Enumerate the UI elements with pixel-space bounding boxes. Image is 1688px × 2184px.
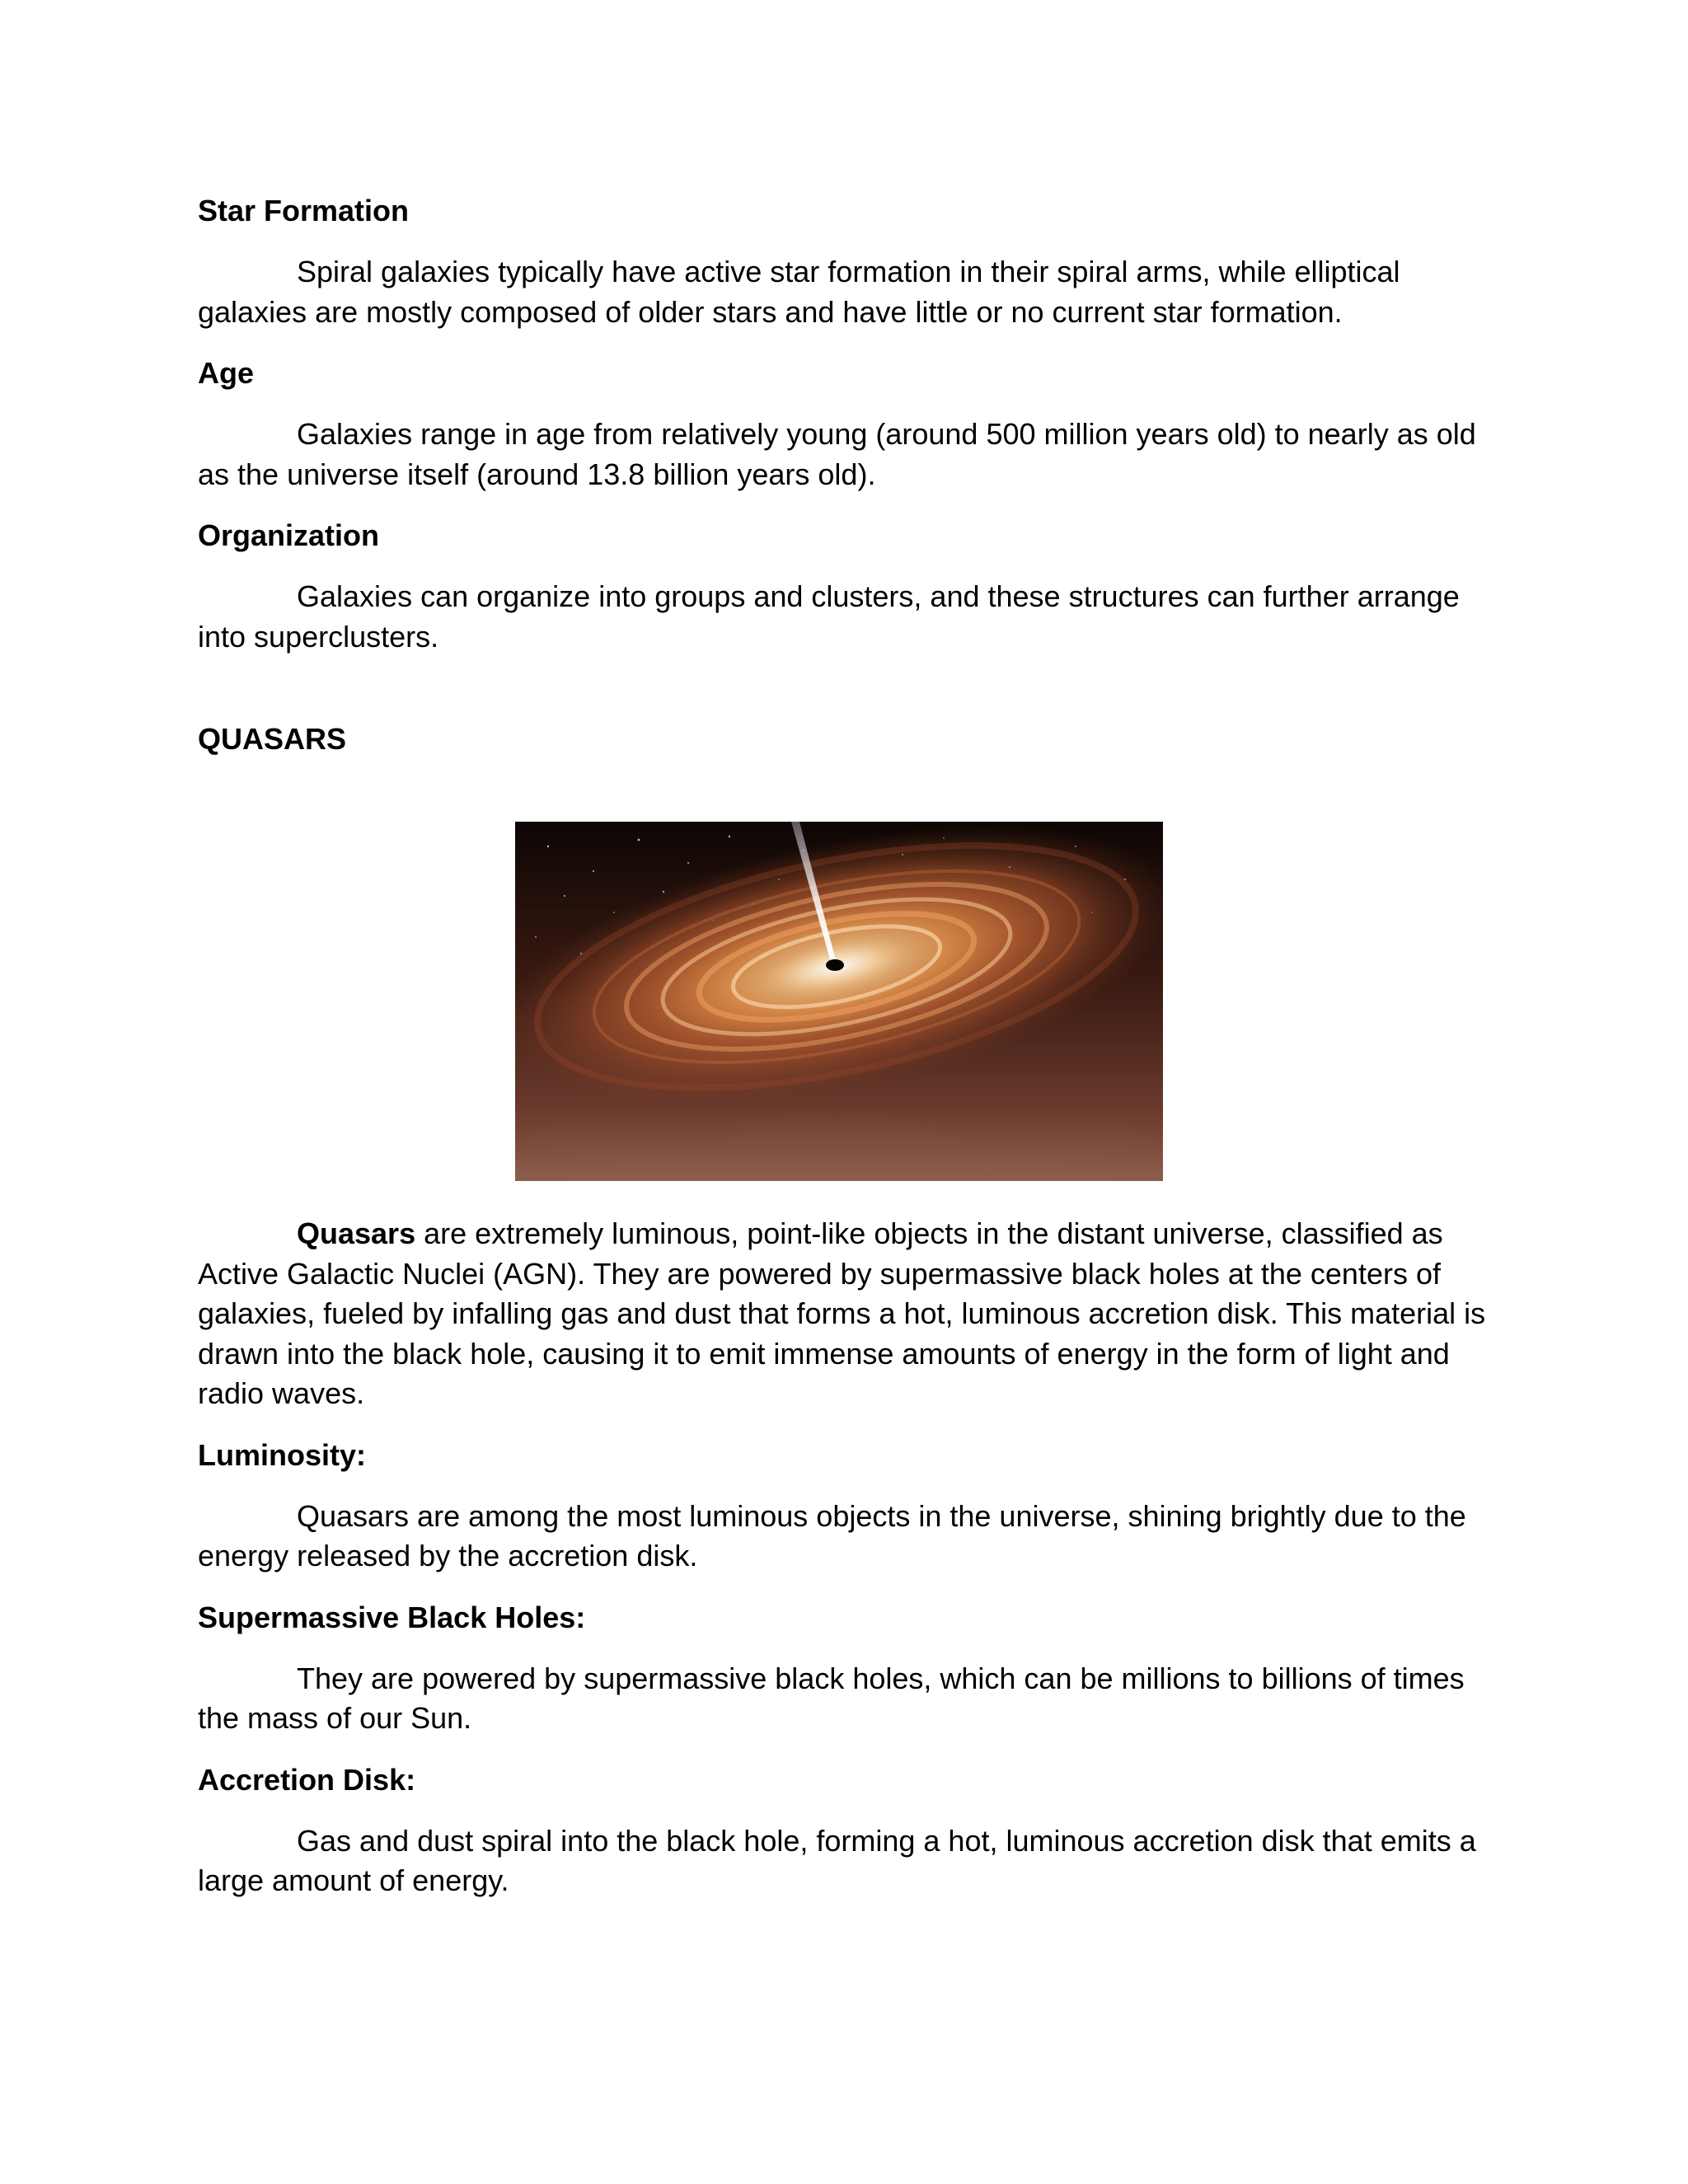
heading-accretion-disk: Accretion Disk:: [198, 1762, 416, 1797]
paragraph-accretion-disk: Gas and dust spiral into the black hole, forming a hot, luminous accretion disk that emits a large amount of energy.: [198, 1823, 1476, 1897]
quasar-illustration-svg: [515, 822, 1163, 1181]
paragraph-organization: Galaxies can organize into groups and clusters, and these structures can further arrange into superclusters.: [198, 579, 1460, 654]
heading-luminosity: Luminosity:: [198, 1437, 366, 1472]
document-page: [198, 191, 1492, 1923]
quasars-bold-term: Quasars: [297, 1216, 416, 1250]
quasars-intro-text: are extremely luminous, point-like objects in the distant universe, classified as Active Galactic Nuclei (AGN). They are powered by supermassive black holes at the centers of galaxies, fueled by infalling gas and dust that forms a hot, luminous accretion disk. This material is drawn into the black hole, causing it to emit immense amounts of energy in the form of light and radio waves.: [198, 1216, 1486, 1410]
paragraph-star-formation: Spiral galaxies typically have active star formation in their spiral arms, while elliptical galaxies are mostly composed of older stars and have little or no current star formation.: [198, 255, 1400, 329]
heading-supermassive-black-holes: Supermassive Black Holes:: [198, 1600, 586, 1634]
heading-star-formation: Star Formation: [198, 194, 410, 227]
figure-container: [198, 822, 1492, 1181]
section-title-quasars: QUASARS: [198, 722, 347, 756]
heading-organization: Organization: [198, 518, 380, 552]
heading-age: Age: [198, 356, 255, 390]
paragraph-quasars-intro: [198, 1214, 1492, 1414]
quasar-illustration: [515, 822, 1163, 1181]
paragraph-age: Galaxies range in age from relatively young (around 500 million years old) to nearly as old as the universe itself (around 13.8 billion years old).: [198, 417, 1476, 491]
paragraph-luminosity: Quasars are among the most luminous objects in the universe, shining brightly due to the energy released by the accretion disk.: [198, 1498, 1466, 1572]
paragraph-supermassive-black-holes: They are powered by supermassive black holes, which can be millions to billions of times the mass of our Sun.: [198, 1661, 1465, 1735]
